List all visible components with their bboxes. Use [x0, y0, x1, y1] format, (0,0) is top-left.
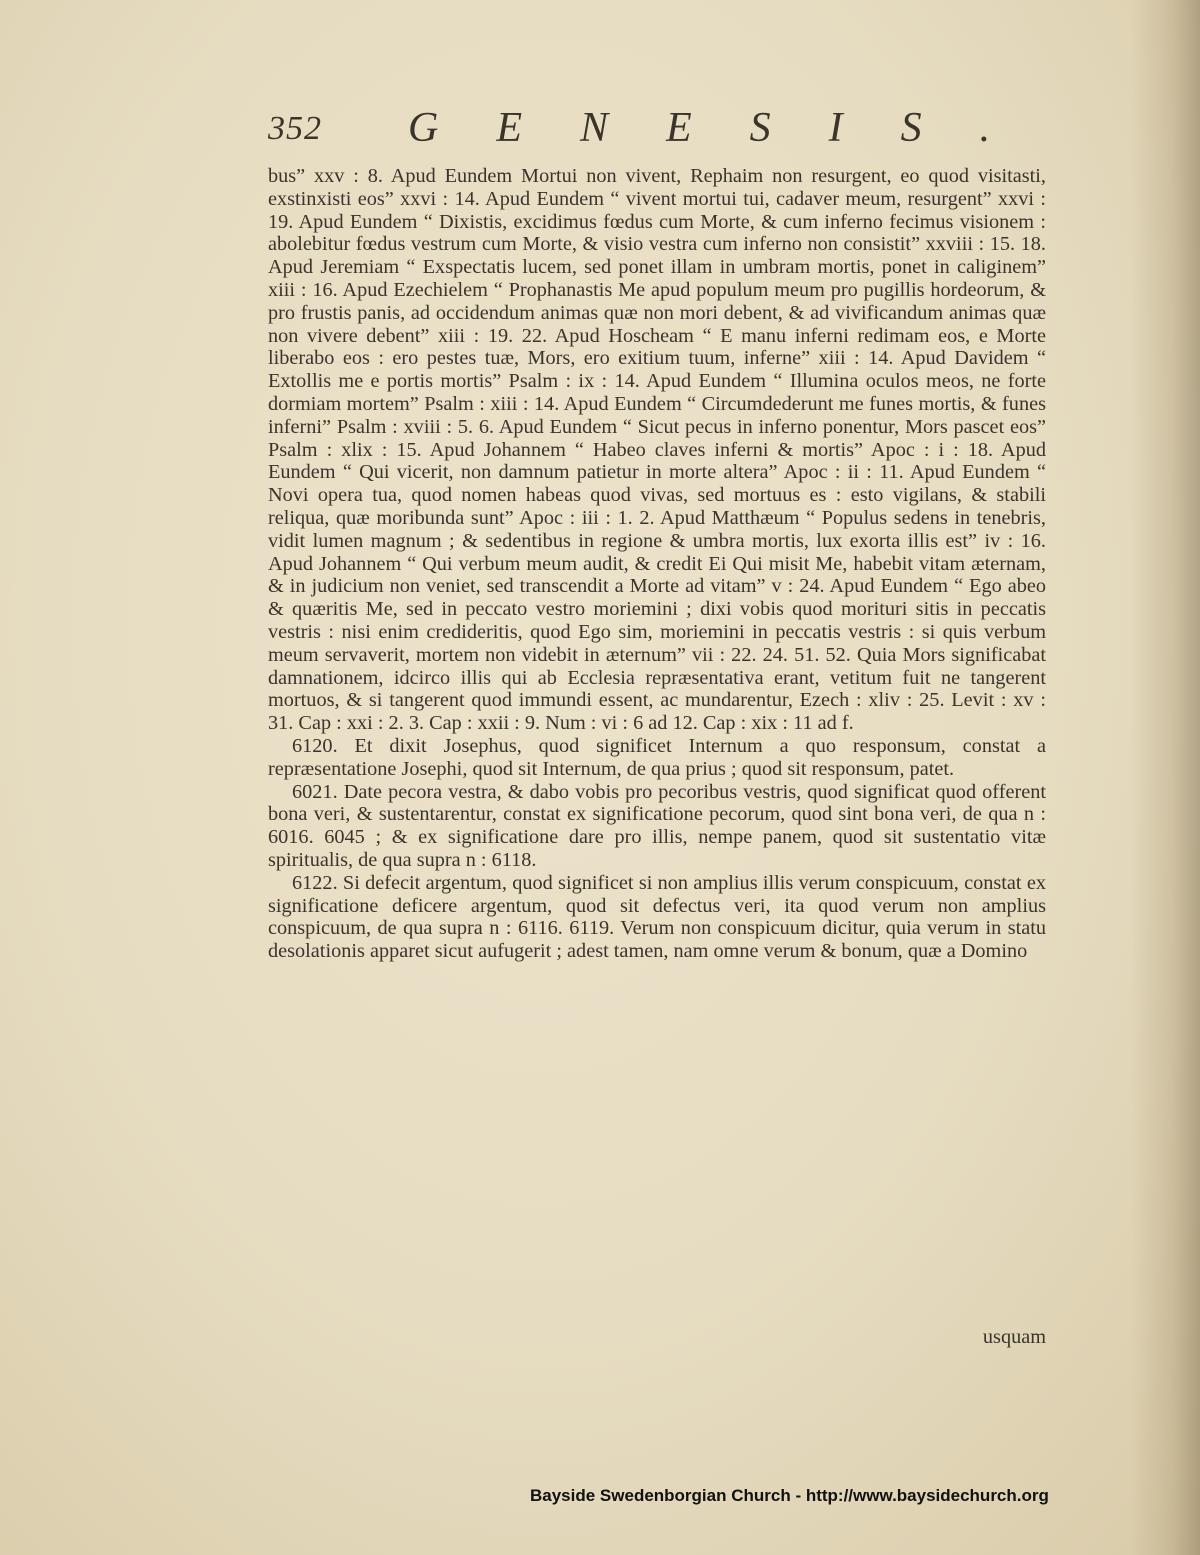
- paragraph-6120: 6120. Et dixit Josephus, quod significet Internum a quo responsum, constat a repræsentatione Josephi, quod sit Internum, de qua prius ; quod sit responsum, patet.: [268, 734, 1046, 780]
- watermark-credit: Bayside Swedenborgian Church - http://www.baysidechurch.org: [530, 1486, 1049, 1505]
- catchword: usquam: [982, 1326, 1046, 1348]
- paragraph-6021: 6021. Date pecora vestra, & dabo vobis pro pecoribus vestris, quod significat quod offerent bona veri, & sustentarentur, constat ex significatione pecorum, quod sint bona veri, de qua n : 6016. 6045 ; & ex significatione dare pro illis, nempe panem, quod sit sustentatio vitæ spiritualis, de qua supra n : 6118.: [268, 780, 1046, 871]
- paragraph-continued: bus” xxv : 8. Apud Eundem Mortui non vivent, Rephaim non resurgent, eo quod visitasti, exstinxisti eos” xxvi : 14. Apud Eundem “ vivent mortui tui, cadaver meum, resurgent” xxvi : 19. Apud Eundem “ Dixistis, excidimus fœdus cum Morte, & cum inferno fecimus visionem : abolebitur fœdus vestrum cum Morte, & visio vestra cum inferno non consistit” xxviii : 15. 18. Apud Jeremiam “ Exspectatis lucem, sed ponet illam in umbram mortis, ponet in caliginem” xiii : 16. Apud Ezechielem “ Prophanastis Me apud populum meum pro pugillis hordeorum, & pro frustis panis, ad occidendum animas quæ non mori debent, & ad vivificandum animas quæ non vivere debent” xiii : 19. 22. Apud Hoscheam “ E manu inferni redimam eos, e Morte liberabo eos : ero pestes tuæ, Mors, ero exitium tuum, inferne” xiii : 14. Apud Davidem “ Extollis me e portis mortis” Psalm : ix : 14. Apud Eundem “ Illumina oculos meos, ne forte dormiam mortem” Psalm : xiii : 14. Apud Eundem “ Circumdederunt me funes mortis, & funes inferni” Psalm : xviii : 5. 6. Apud Eundem “ Sicut pecus in inferno ponentur, Mors pascet eos” Psalm : xlix : 15. Apud Johannem “ Habeo claves inferni & mortis” Apoc : i : 18. Apud Eundem “ Qui vicerit, non damnum patietur in morte altera” Apoc : ii : 11. Apud Eundem “ Novi opera tua, quod nomen habeas quod vivas, sed mortuus es : esto vigilans, & stabili reliqua, quæ moribunda sunt” Apoc : iii : 1. 2. Apud Matthæum “ Populus sedens in tenebris, vidit lumen magnum ; & sedentibus in regione & umbra mortis, lux exorta illis est” iv : 16. Apud Johannem “ Qui verbum meum audit, & credit Ei Qui misit Me, habebit vitam æternam, & in judicium non veniet, sed transcendit a Morte ad vitam” v : 24. Apud Eundem “ Ego abeo & quæritis Me, sed in peccato vestro moriemini ; dixi vobis quod morituri sitis in peccatis vestris : nisi enim credideritis, quod Ego sim, moriemini in peccatis vestris : si quis verbum meum servaverit, mortem non videbit in æternum” vii : 22. 24. 51. 52. Quia Mors significabat damnationem, idcirco illis qui ab Ecclesia repræsentativa erant, vetitum fuit ne tangerent mortuos, & si tangerent quod immundi essent, ac mundarentur, Ezech : xliv : 25. Levit : xv : 31. Cap : xxi : 2. 3. Cap : xxii : 9. Num : vi : 6 ad 12. Cap : xix : 11 ad f.: [268, 165, 1046, 735]
- page-gutter-shadow: [1130, 0, 1200, 1555]
- page-number: 352: [268, 110, 322, 147]
- page-header: [268, 104, 1048, 160]
- body-text: [268, 165, 1046, 1355]
- running-title: GENESIS.: [408, 105, 1049, 151]
- paragraph-6122: 6122. Si defecit argentum, quod significet si non amplius illis verum conspicuum, constat ex significatione deficere argentum, quod sit defectus veri, ita quod verum non amplius conspicuum, de qua supra n : 6116. 6119. Verum non conspicuum dicitur, quia verum in statu desolationis apparet sicut aufugerit ; adest tamen, nam omne verum & bonum, quæ a Domino: [268, 871, 1046, 963]
